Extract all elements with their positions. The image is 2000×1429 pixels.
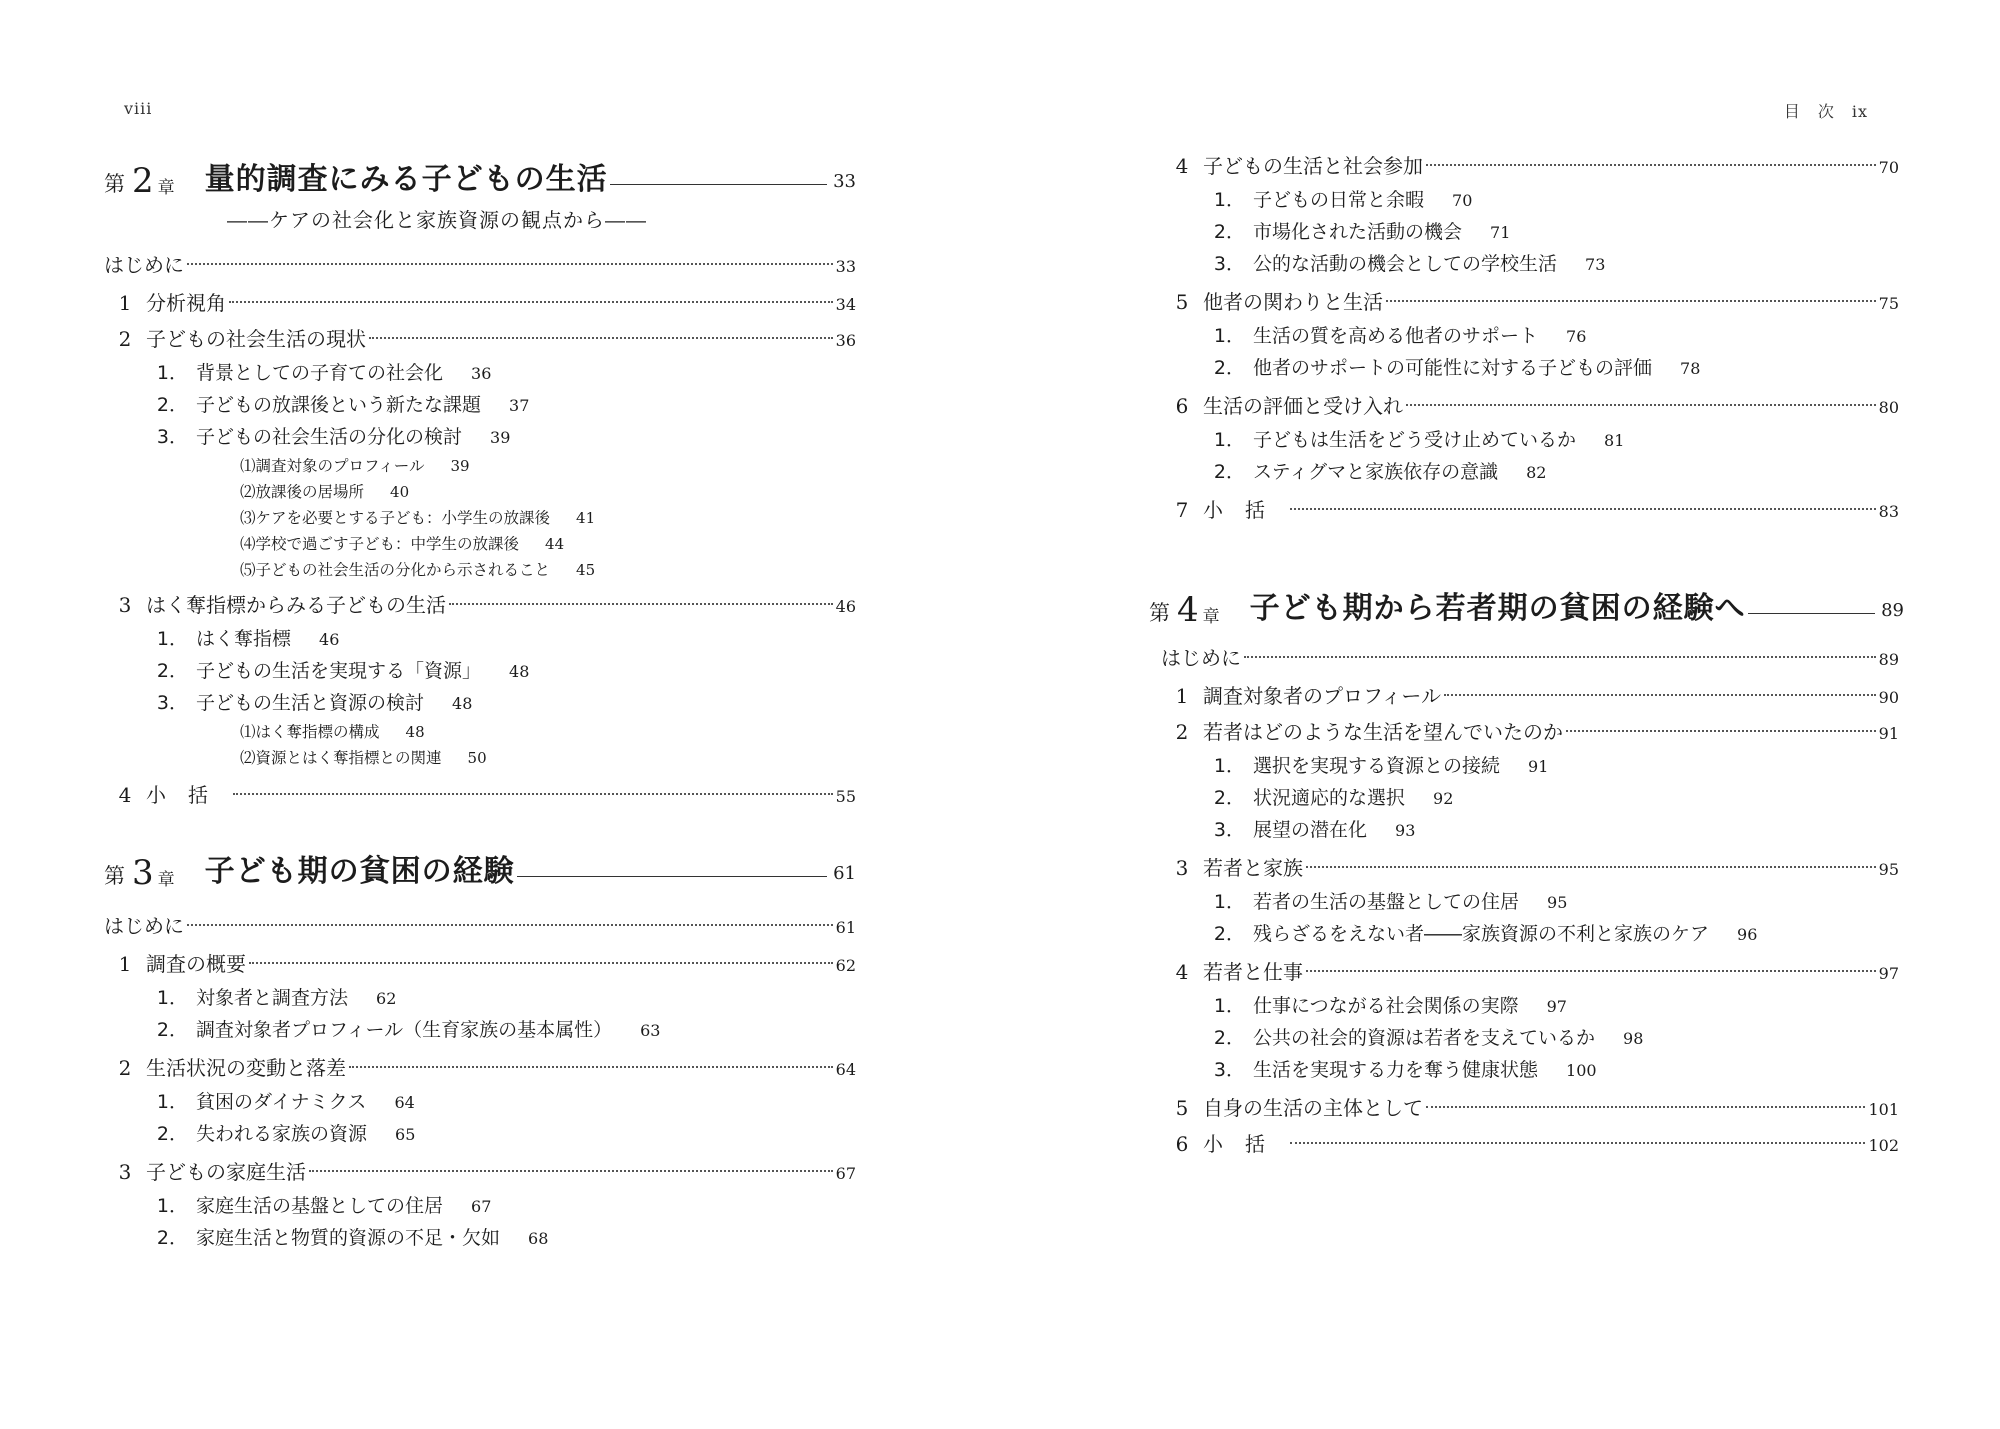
page-number: 33 xyxy=(835,257,856,276)
subsection-title: 子どもは生活をどう受け止めているか xyxy=(1253,429,1577,451)
section-number: 2 xyxy=(118,327,132,351)
subsection-number: 3． xyxy=(1213,1059,1245,1081)
section-title: 若者と仕事 xyxy=(1203,960,1303,984)
page-number: 64 xyxy=(835,1060,856,1079)
chapter-number: 2 xyxy=(132,161,154,201)
subsection-number: 2． xyxy=(1213,357,1245,379)
section-number: 1 xyxy=(118,291,132,315)
chapter-page: 33 xyxy=(833,171,856,192)
dot-leader xyxy=(1426,1106,1865,1108)
toc-subsection[interactable] xyxy=(146,982,856,1014)
toc-subsection[interactable] xyxy=(146,1222,856,1254)
subsection-number: 2． xyxy=(156,660,188,682)
subsection-title: 状況適応的な選択 xyxy=(1253,787,1406,809)
toc-subsection[interactable] xyxy=(1203,424,1899,456)
section-number: 1 xyxy=(118,952,132,976)
leader-rule xyxy=(610,184,827,185)
subsection-number: 2． xyxy=(156,1123,188,1145)
subsection-number: 1． xyxy=(156,1195,188,1217)
page-number: 81 xyxy=(1604,431,1625,450)
toc-section[interactable] xyxy=(104,946,856,982)
chapter-title: 子ども期から若者期の貧困の経験へ xyxy=(1249,591,1746,626)
subsubsection-title: 放課後の居場所 xyxy=(255,483,365,501)
page-number: 76 xyxy=(1566,327,1587,346)
page-number: 39 xyxy=(490,428,511,447)
toc-subsection[interactable] xyxy=(146,655,856,687)
intro-label: はじめに xyxy=(104,914,184,938)
page-number: 98 xyxy=(1623,1029,1644,1048)
subsection-title: 家庭生活の基盤としての住居 xyxy=(196,1195,444,1217)
subsubsection-title: ケアを必要とする子ども：小学生の放課後 xyxy=(255,509,551,527)
page-number: 63 xyxy=(640,1021,661,1040)
chapter-3-continued-block xyxy=(1161,148,1899,528)
subsection-title: 子どもの生活を実現する「資源」 xyxy=(196,660,482,682)
subsection-title: 子どもの放課後という新たな課題 xyxy=(196,394,482,416)
page-number: 97 xyxy=(1546,997,1567,1016)
toc-subsection[interactable] xyxy=(146,389,856,421)
section-title: 調査の概要 xyxy=(146,952,246,976)
toc-section[interactable] xyxy=(104,285,856,321)
toc-section[interactable] xyxy=(1161,678,1899,714)
toc-subsection[interactable] xyxy=(1203,352,1899,384)
page-number: 101 xyxy=(1868,1100,1899,1119)
toc-subsection[interactable] xyxy=(1203,990,1899,1022)
section-number: 6 xyxy=(1175,1132,1189,1156)
page-number: 55 xyxy=(835,787,856,806)
toc-section[interactable] xyxy=(104,587,856,623)
page-number: 36 xyxy=(471,364,492,383)
section-number: 6 xyxy=(1175,394,1189,418)
section-number: 2 xyxy=(118,1056,132,1080)
subsubsection-number: ⑴ xyxy=(240,723,256,741)
subsection-title: 公的な活動の機会としての学校生活 xyxy=(1253,253,1558,275)
toc-section[interactable] xyxy=(1161,388,1899,424)
page-number: 102 xyxy=(1868,1136,1899,1155)
toc-subsection[interactable] xyxy=(1203,456,1899,488)
subsection-number: 2． xyxy=(156,394,188,416)
subsection-title: 家庭生活と物質的資源の不足・欠如 xyxy=(196,1227,501,1249)
page-number: 62 xyxy=(835,956,856,975)
subsection-number: 3． xyxy=(1213,253,1245,275)
dot-leader xyxy=(233,793,833,795)
subsubsection-title: 学校で過ごす子ども：中学生の放課後 xyxy=(255,535,520,553)
chapter-prefix: 第 xyxy=(104,172,125,196)
page-number: 97 xyxy=(1878,964,1899,983)
subsection-number: 1． xyxy=(156,1091,188,1113)
subsection-title: 生活の質を高める他者のサポート xyxy=(1253,325,1539,347)
dot-leader xyxy=(1290,1142,1865,1144)
section-number: 3 xyxy=(118,1160,132,1184)
page-number: 90 xyxy=(1878,688,1899,707)
section-title: 若者はどのような生活を望んでいたのか xyxy=(1203,720,1563,744)
toc-subsubsection[interactable] xyxy=(104,719,856,745)
chapter-3-heading[interactable] xyxy=(104,848,856,893)
section-title: 生活の評価と受け入れ xyxy=(1203,394,1403,418)
toc-subsection[interactable] xyxy=(1203,814,1899,846)
leader-rule xyxy=(1748,613,1875,614)
section-title: 小括 xyxy=(1203,1132,1287,1156)
subsection-title: 選択を実現する資源との接続 xyxy=(1253,755,1501,777)
subsubsection-number: ⑴ xyxy=(240,457,256,475)
subsection-number: 3． xyxy=(1213,819,1245,841)
chapter-2-heading[interactable] xyxy=(104,156,856,201)
dot-leader xyxy=(1386,300,1876,302)
subsection-title: 生活を実現する力を奪う健康状態 xyxy=(1253,1059,1539,1081)
toc-subsection[interactable] xyxy=(1203,750,1899,782)
section-number: 7 xyxy=(1175,498,1189,522)
page-number: 70 xyxy=(1452,191,1473,210)
dot-leader xyxy=(1566,730,1876,732)
toc-section[interactable] xyxy=(1161,1090,1899,1126)
toc-section[interactable] xyxy=(104,1050,856,1086)
section-title: 若者と家族 xyxy=(1203,856,1303,880)
page-number: 100 xyxy=(1566,1061,1597,1080)
toc-section[interactable] xyxy=(1161,148,1899,184)
chapter-page: 89 xyxy=(1881,600,1904,621)
chapter-number: 3 xyxy=(132,853,154,893)
subsection-title: 市場化された活動の機会 xyxy=(1253,221,1463,243)
dot-leader xyxy=(1426,164,1876,166)
dot-leader xyxy=(1244,656,1876,658)
toc-section[interactable] xyxy=(104,321,856,357)
toc-subsection[interactable] xyxy=(146,421,856,453)
subsection-number: 3． xyxy=(156,426,188,448)
folio-left: viii xyxy=(124,99,153,118)
page-number: 73 xyxy=(1585,255,1606,274)
page-number: 82 xyxy=(1526,463,1547,482)
subsection-title: 仕事につながる社会関係の実際 xyxy=(1253,995,1519,1017)
toc-intro[interactable] xyxy=(104,247,856,283)
section-number: 4 xyxy=(1175,960,1189,984)
page-number: 78 xyxy=(1680,359,1701,378)
subsubsection-number: ⑵ xyxy=(240,483,256,501)
page-number: 95 xyxy=(1547,893,1568,912)
toc-intro[interactable] xyxy=(1161,640,1899,676)
toc-section[interactable] xyxy=(104,1154,856,1190)
subsubsection-number: ⑵ xyxy=(240,749,256,767)
dot-leader xyxy=(1406,404,1876,406)
toc-section[interactable] xyxy=(1161,1126,1899,1162)
subsection-title: 若者の生活の基盤としての住居 xyxy=(1253,891,1520,913)
dot-leader xyxy=(1290,508,1876,510)
toc-subsection[interactable] xyxy=(146,1118,856,1150)
page-number: 39 xyxy=(450,457,470,475)
page-number: 46 xyxy=(835,597,856,616)
dot-leader xyxy=(187,924,833,926)
section-title: 調査対象者のプロフィール xyxy=(1203,684,1441,708)
section-title: 子どもの家庭生活 xyxy=(146,1160,306,1184)
subsubsection-title: 子どもの社会生活の分化から示されること xyxy=(255,561,551,579)
chapter-title: 量的調査にみる子どもの生活 xyxy=(204,162,608,197)
subsection-number: 2． xyxy=(1213,787,1245,809)
toc-subsection[interactable] xyxy=(1203,1054,1899,1086)
toc-subsection[interactable] xyxy=(1203,248,1899,280)
page-number: 46 xyxy=(319,630,340,649)
toc-section[interactable] xyxy=(1161,954,1899,990)
toc-subsubsection[interactable] xyxy=(104,505,856,531)
toc-subsection[interactable] xyxy=(146,1086,856,1118)
subsection-number: 1． xyxy=(1213,891,1245,913)
section-number: 5 xyxy=(1175,290,1189,314)
subsection-title: 背景としての子育ての社会化 xyxy=(196,362,444,384)
page-number: 91 xyxy=(1528,757,1549,776)
chapter-prefix: 第 xyxy=(1149,601,1170,625)
subsection-title: 対象者と調査方法 xyxy=(196,987,349,1009)
page-number: 41 xyxy=(576,509,596,527)
toc-subsection[interactable] xyxy=(1203,782,1899,814)
subsection-title: スティグマと家族依存の意識 xyxy=(1253,461,1499,483)
toc-subsection[interactable] xyxy=(146,623,856,655)
section-number: 2 xyxy=(1175,720,1189,744)
chapter-4-entries xyxy=(1161,640,1899,1162)
subsection-title: 子どもの日常と余暇 xyxy=(1253,189,1425,211)
subsection-number: 2． xyxy=(156,1019,188,1041)
subsection-title: はく奪指標 xyxy=(196,628,292,650)
toc-intro[interactable] xyxy=(104,908,856,944)
dot-leader xyxy=(229,301,833,303)
section-number: 5 xyxy=(1175,1096,1189,1120)
subsection-number: 2． xyxy=(1213,1027,1245,1049)
subsection-number: 1． xyxy=(1213,995,1245,1017)
page-number: 96 xyxy=(1737,925,1758,944)
section-title: はく奪指標からみる子どもの生活 xyxy=(146,593,446,617)
toc-subsection[interactable] xyxy=(1203,216,1899,248)
page-number: 44 xyxy=(545,535,565,553)
page-number: 64 xyxy=(394,1093,415,1112)
page-number: 34 xyxy=(835,295,856,314)
folio-right: 目 次 ix xyxy=(1783,102,1868,121)
subsection-number: 2． xyxy=(1213,221,1245,243)
subsection-number: 3． xyxy=(156,692,188,714)
section-number: 4 xyxy=(1175,154,1189,178)
toc-subsection[interactable] xyxy=(1203,1022,1899,1054)
page-number: 93 xyxy=(1395,821,1416,840)
page-number: 80 xyxy=(1878,398,1899,417)
page-number: 36 xyxy=(835,331,856,350)
toc-subsubsection[interactable] xyxy=(104,531,856,557)
page-number: 70 xyxy=(1878,158,1899,177)
page-number: 37 xyxy=(509,396,530,415)
subsubsection-number: ⑷ xyxy=(240,535,256,553)
toc-subsection[interactable] xyxy=(146,1014,856,1046)
intro-label: はじめに xyxy=(104,253,184,277)
dot-leader xyxy=(1306,866,1876,868)
chapter-title: 子ども期の貧困の経験 xyxy=(204,854,515,889)
toc-subsection[interactable] xyxy=(146,1190,856,1222)
chapter-4-heading[interactable] xyxy=(1149,585,1904,630)
toc-section[interactable] xyxy=(1161,492,1899,528)
toc-subsubsection[interactable] xyxy=(104,557,856,583)
chapter-4-block xyxy=(1149,585,1904,630)
dot-leader xyxy=(449,603,833,605)
chapter-prefix: 第 xyxy=(104,864,125,888)
chapter-2-block xyxy=(104,156,856,813)
section-number: 1 xyxy=(1175,684,1189,708)
section-title: 自身の生活の主体として xyxy=(1203,1096,1423,1120)
subsubsection-title: 資源とはく奪指標との関連 xyxy=(255,749,442,767)
page-number: 75 xyxy=(1878,294,1899,313)
subsection-number: 1． xyxy=(1213,429,1245,451)
subsection-number: 1． xyxy=(1213,755,1245,777)
chapter-subtitle: ――ケアの社会化と家族資源の観点から―― xyxy=(227,208,647,232)
chapter-page: 61 xyxy=(833,863,856,884)
page-number: 50 xyxy=(467,749,487,767)
page-number: 62 xyxy=(376,989,397,1008)
subsection-number: 1． xyxy=(156,987,188,1009)
subsection-title: 調査対象者プロフィール（生育家族の基本属性） xyxy=(196,1019,613,1041)
chapter-number: 4 xyxy=(1177,590,1199,630)
subsection-number: 2． xyxy=(1213,923,1245,945)
page-number: 45 xyxy=(576,561,596,579)
section-title: 小括 xyxy=(1203,498,1287,522)
subsection-title: 失われる家族の資源 xyxy=(196,1123,368,1145)
section-title: 他者の関わりと生活 xyxy=(1203,290,1383,314)
toc-subsection[interactable] xyxy=(146,687,856,719)
subsubsection-title: はく奪指標の構成 xyxy=(255,723,380,741)
toc-section[interactable] xyxy=(1161,284,1899,320)
toc-subsubsection[interactable] xyxy=(104,453,856,479)
chapter-3-block xyxy=(104,848,856,1254)
dot-leader xyxy=(1444,694,1876,696)
subsubsection-number: ⑶ xyxy=(240,509,256,527)
page-number: 61 xyxy=(835,918,856,937)
subsection-title: 残らざるをえない者――家族資源の不利と家族のケア xyxy=(1253,923,1710,945)
subsection-title: 他者のサポートの可能性に対する子どもの評価 xyxy=(1253,357,1653,379)
toc-subsection[interactable] xyxy=(146,357,856,389)
section-title: 生活状況の変動と落差 xyxy=(146,1056,346,1080)
page-number: 40 xyxy=(390,483,410,501)
page-number: 71 xyxy=(1490,223,1511,242)
subsection-title: 子どもの社会生活の分化の検討 xyxy=(196,426,463,448)
page-number: 92 xyxy=(1433,789,1454,808)
subsection-number: 1． xyxy=(1213,325,1245,347)
page-number: 68 xyxy=(528,1229,549,1248)
section-number: 3 xyxy=(118,593,132,617)
subsection-number: 1． xyxy=(156,362,188,384)
page-number: 67 xyxy=(835,1164,856,1183)
subsection-number: 1． xyxy=(1213,189,1245,211)
section-title: 分析視角 xyxy=(146,291,226,315)
toc-section[interactable] xyxy=(1161,850,1899,886)
dot-leader xyxy=(349,1066,833,1068)
toc-subsection[interactable] xyxy=(1203,320,1899,352)
page-number: 89 xyxy=(1878,650,1899,669)
page-number: 91 xyxy=(1878,724,1899,743)
toc-section[interactable] xyxy=(1161,714,1899,750)
section-number: 4 xyxy=(118,783,132,807)
subsection-number: 2． xyxy=(1213,461,1245,483)
toc-section[interactable] xyxy=(104,777,856,813)
chapter-suffix: 章 xyxy=(157,178,175,198)
subsubsection-title: 調査対象のプロフィール xyxy=(255,457,425,475)
section-title: 子どもの社会生活の現状 xyxy=(146,327,366,351)
dot-leader xyxy=(249,962,833,964)
section-title: 子どもの生活と社会参加 xyxy=(1203,154,1423,178)
subsection-title: 子どもの生活と資源の検討 xyxy=(196,692,425,714)
toc-subsubsection[interactable] xyxy=(104,745,856,771)
toc-subsubsection[interactable] xyxy=(104,479,856,505)
chapter-suffix: 章 xyxy=(1202,607,1220,627)
chapter-suffix: 章 xyxy=(157,870,175,890)
dot-leader xyxy=(369,337,833,339)
leader-rule xyxy=(517,876,827,877)
subsubsection-number: ⑸ xyxy=(240,561,256,579)
dot-leader xyxy=(1306,970,1876,972)
dot-leader xyxy=(309,1170,833,1172)
section-title: 小括 xyxy=(146,783,230,807)
subsection-title: 貧困のダイナミクス xyxy=(196,1091,367,1113)
page-number: 48 xyxy=(405,723,425,741)
section-number: 3 xyxy=(1175,856,1189,880)
page-number: 48 xyxy=(452,694,473,713)
subsection-number: 1． xyxy=(156,628,188,650)
subsection-number: 2． xyxy=(156,1227,188,1249)
page-number: 83 xyxy=(1878,502,1899,521)
page-number: 65 xyxy=(395,1125,416,1144)
page-number: 95 xyxy=(1878,860,1899,879)
toc-subsection[interactable] xyxy=(1203,918,1899,950)
page-number: 48 xyxy=(509,662,530,681)
subsection-title: 展望の潜在化 xyxy=(1253,819,1368,841)
page-number: 67 xyxy=(471,1197,492,1216)
dot-leader xyxy=(187,263,833,265)
toc-subsection[interactable] xyxy=(1203,886,1899,918)
intro-label: はじめに xyxy=(1161,646,1241,670)
toc-subsection[interactable] xyxy=(1203,184,1899,216)
subsection-title: 公共の社会的資源は若者を支えているか xyxy=(1253,1027,1596,1049)
